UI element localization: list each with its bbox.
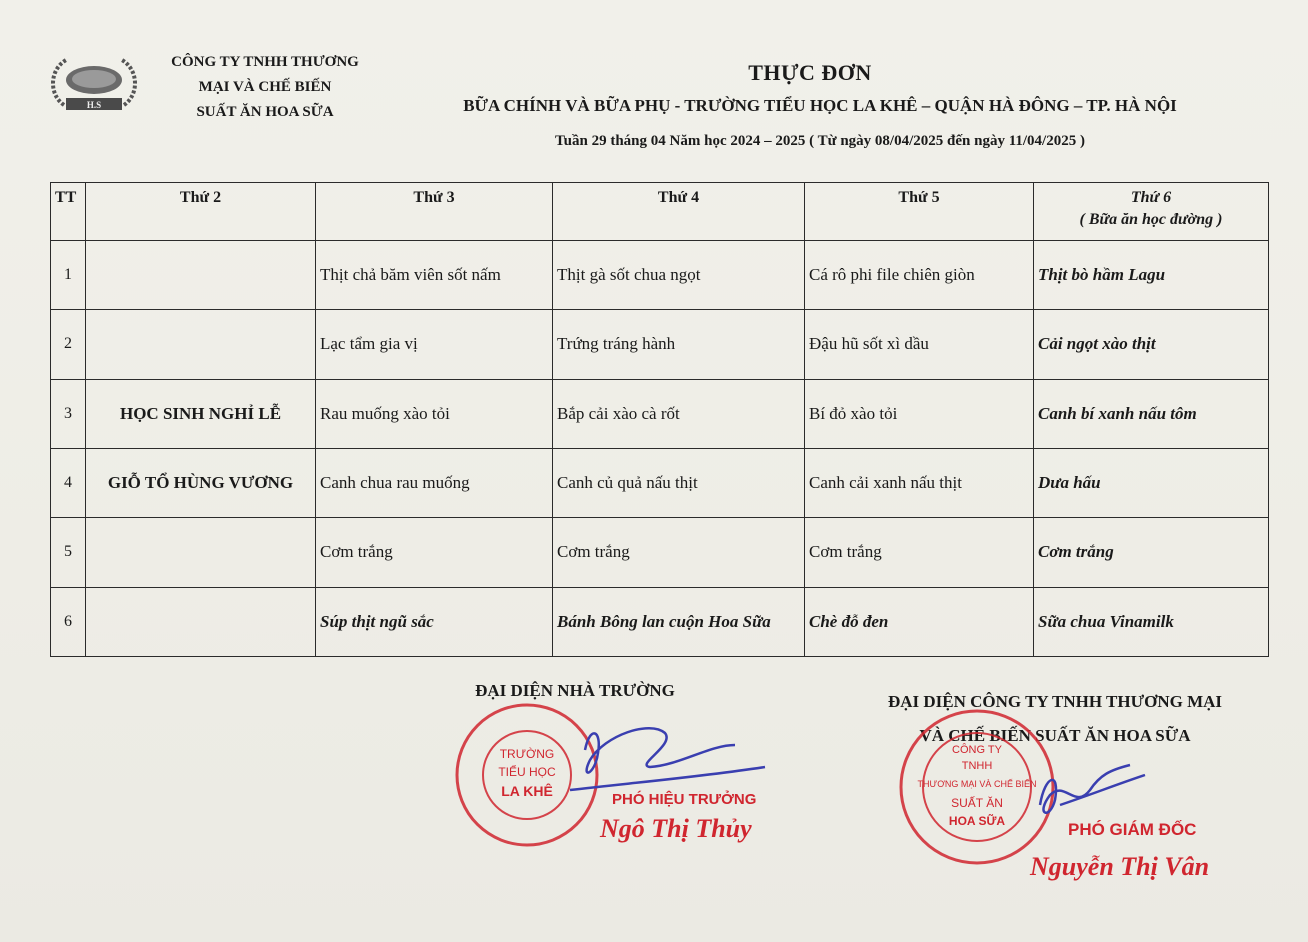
cell-mon [86,241,316,310]
svg-text:THƯƠNG MẠI VÀ CHẾ BIẾN: THƯƠNG MẠI VÀ CHẾ BIẾN [917,779,1037,789]
logo-text: H.S [86,100,102,110]
cell-tue: Rau muống xào tỏi [316,379,553,448]
cell-tt: 2 [51,310,86,379]
cell-thu: Canh cải xanh nấu thịt [805,448,1034,517]
table-row [51,379,1269,448]
cell-thu: Đậu hũ sốt xì dầu [805,310,1034,379]
cell-thu: Cơm trắng [805,518,1034,587]
table-row [51,448,1269,517]
cell-fri: Cải ngọt xào thịt [1034,310,1269,379]
cell-tue: Súp thịt ngũ sắc [316,587,553,656]
cell-mon [86,587,316,656]
cell-fri: Sữa chua Vinamilk [1034,587,1269,656]
cell-thu: Bí đỏ xào tỏi [805,379,1034,448]
company-representative-heading: ĐẠI DIỆN CÔNG TY TNHH THƯƠNG MẠI VÀ CHẾ BIẾN SUẤT ĂN HOA SỮA [887,692,1223,745]
table-row [51,310,1269,379]
cell-wed: Cơm trắng [553,518,805,587]
company-name: CÔNG TY TNHH THƯƠNG MẠI VÀ CHẾ BIẾN SUẤT ĂN HOA SỮA [171,54,359,120]
col-header-fri: Thứ 6 ( Bữa ăn học đường ) [1034,183,1269,241]
col-header-wed: Thứ 4 [553,183,805,241]
svg-text:HOA SỮA: HOA SỮA [948,814,1006,828]
menu-table [50,182,1269,657]
svg-text:CÔNG TY: CÔNG TY [952,744,1002,756]
cell-tt: 6 [51,587,86,656]
col-header-thu: Thứ 5 [805,183,1034,241]
cell-mon [86,310,316,379]
cell-tt: 3 [51,379,86,448]
school-signer-name: Ngô Thị Thủy [600,814,752,843]
col-header-mon: Thứ 2 [86,183,316,241]
company-signer-name: Nguyễn Thị Vân [1030,852,1210,881]
cell-wed: Bánh Bông lan cuộn Hoa Sữa [553,587,805,656]
cell-tue: Cơm trắng [316,518,553,587]
cell-tt: 5 [51,518,86,587]
cell-fri: Canh bí xanh nấu tôm [1034,379,1269,448]
cell-tt: 1 [51,241,86,310]
col-header-tt: TT [51,183,86,241]
svg-text:TNHH: TNHH [961,760,993,772]
cell-fri: Thịt bò hầm Lagu [1034,241,1269,310]
cell-tue: Thịt chả băm viên sốt nấm [316,241,553,310]
svg-text:TIỂU HỌC: TIỂU HỌC [498,765,556,779]
svg-text:LA KHÊ: LA KHÊ [501,783,553,799]
cell-wed: Trứng tráng hành [553,310,805,379]
table-header-row [51,183,1269,241]
cell-thu: Cá rô phi file chiên giòn [805,241,1034,310]
cell-fri: Cơm trắng [1034,518,1269,587]
cell-fri: Dưa hấu [1034,448,1269,517]
col-header-tue: Thứ 3 [316,183,553,241]
cell-thu: Chè đỗ đen [805,587,1034,656]
school-signer-role: PHÓ HIỆU TRƯỞNG [612,791,757,808]
svg-text:TRƯỜNG: TRƯỜNG [499,747,555,761]
table-row [51,587,1269,656]
week-range: Tuần 29 tháng 04 Năm học 2024 – 2025 ( Từ ngày 08/04/2025 đến ngày 11/04/2025 ) [555,133,1085,149]
cell-mon: GIỖ TỔ HÙNG VƯƠNG [86,448,316,517]
page-subtitle: BỮA CHÍNH VÀ BỮA PHỤ - TRƯỜNG TIỂU HỌC LA KHÊ – QUẬN HÀ ĐÔNG – TP. HÀ NỘI [463,96,1177,115]
cell-tue: Canh chua rau muống [316,448,553,517]
company-signer-role: PHÓ GIÁM ĐỐC [1068,820,1197,839]
table-row [51,241,1269,310]
company-signature-icon [1020,755,1150,825]
cell-mon [86,518,316,587]
cell-wed: Canh củ quả nấu thịt [553,448,805,517]
cell-wed: Thịt gà sốt chua ngọt [553,241,805,310]
svg-text:SUẤT ĂN: SUẤT ĂN [951,796,1003,810]
school-representative-heading: ĐẠI DIỆN NHÀ TRƯỜNG [475,681,675,700]
cell-tue: Lạc tẩm gia vị [316,310,553,379]
page-title: THỰC ĐƠN [748,60,872,85]
cell-wed: Bắp cải xào cà rốt [553,379,805,448]
wreath-logo-icon [44,50,144,122]
cell-mon: HỌC SINH NGHỈ LỄ [86,379,316,448]
cell-tt: 4 [51,448,86,517]
table-row [51,518,1269,587]
